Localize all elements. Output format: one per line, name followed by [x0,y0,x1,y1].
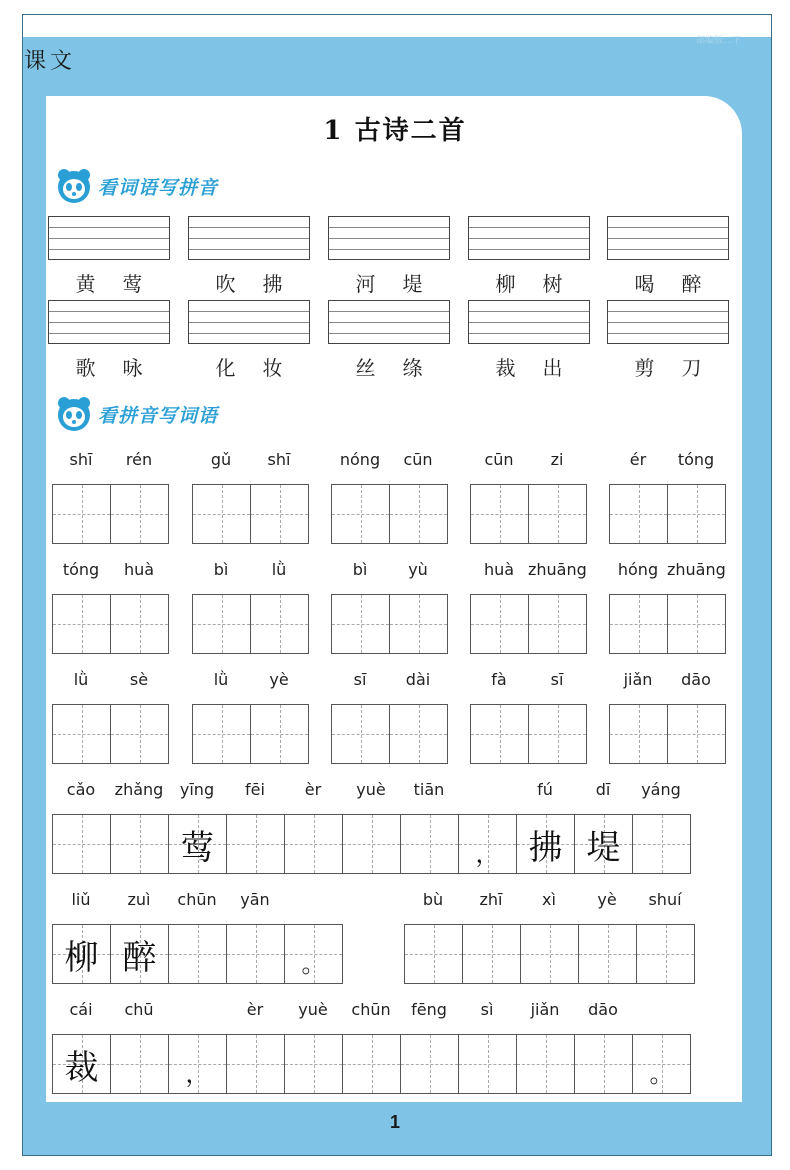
given-character: 柳 [64,937,99,978]
writing-cell[interactable] [53,595,111,653]
pinyin-answer-box[interactable] [328,300,450,344]
writing-cell[interactable] [53,485,111,543]
pinyin-answer-box[interactable] [468,300,590,344]
section-heading-text: 看拼音写词语 [98,404,219,427]
writing-cell[interactable] [471,485,529,543]
writing-cell[interactable] [111,485,169,543]
tian-grid [52,484,169,544]
writing-cell[interactable] [285,925,343,983]
grid-group [470,670,587,764]
pinyin-label: chūn [177,890,217,909]
given-character: 拂 [528,827,563,868]
pinyin-label: jiǎn [530,1000,560,1019]
pinyin-label: èr [304,780,322,799]
writing-cell[interactable] [459,815,517,873]
writing-cell[interactable] [251,485,309,543]
pinyin-label: yuè [298,1000,328,1019]
pinyin-answer-box[interactable] [48,300,170,344]
tian-grid [470,704,587,764]
pinyin-answer-box[interactable] [188,300,310,344]
writing-cell[interactable] [193,705,251,763]
pinyin-label: yè [269,670,289,689]
writing-cell[interactable] [343,1035,401,1093]
writing-cell[interactable] [53,925,111,983]
pinyin-label: ér [629,450,647,469]
word-item [607,216,729,297]
section-label: 课文 [24,49,77,74]
word-char: 妆 [262,356,283,380]
pinyin-answer-box[interactable] [48,216,170,260]
pinyin-label: tóng [677,450,715,469]
section-heading-2 [52,394,218,434]
writing-cell[interactable] [227,1035,285,1093]
pinyin-label: fēi [245,780,265,799]
tian-grid [52,924,343,984]
tian-grid [609,704,726,764]
pinyin-label: yè [597,890,617,909]
tian-grid [52,704,169,764]
pinyin-label: hóng [617,560,659,579]
writing-cell[interactable] [529,595,587,653]
writing-cell[interactable] [53,1035,111,1093]
writing-cell[interactable] [405,925,463,983]
writing-cell[interactable] [193,485,251,543]
pinyin-label: cǎo [66,780,96,799]
word-char: 丝 [355,356,376,380]
grid-group [609,560,726,654]
pinyin-label: zi [550,450,564,469]
tian-grid [470,484,587,544]
pinyin-label: zhuāng [667,560,726,579]
pinyin-label: cái [69,1000,93,1019]
writing-cell[interactable] [579,925,637,983]
writing-cell[interactable] [471,705,529,763]
writing-cell[interactable] [401,815,459,873]
writing-cell[interactable] [111,1035,169,1093]
writing-cell[interactable] [401,1035,459,1093]
word-item [468,216,590,297]
corner-text: 部编版二下 [695,36,741,46]
writing-cell[interactable] [521,925,579,983]
pinyin-label: gǔ [210,450,232,469]
tian-grid [52,814,691,874]
word-item [188,216,310,297]
pinyin-label: fà [491,670,507,689]
writing-cell[interactable] [193,595,251,653]
writing-cell[interactable] [111,815,169,873]
pinyin-label: dài [405,670,431,689]
grid-group [331,670,448,764]
writing-cell[interactable] [610,595,668,653]
pinyin-label: bì [213,560,229,579]
tian-grid [331,484,448,544]
word-char: 黄 [75,272,96,296]
grid-group [609,450,726,544]
pinyin-label: liǔ [71,890,91,909]
writing-cell[interactable] [332,595,390,653]
pinyin-label: cūn [484,450,514,469]
word-char: 绦 [402,356,423,380]
writing-cell[interactable] [575,1035,633,1093]
word-char: 歌 [75,356,96,380]
pinyin-label: sì [480,1000,494,1019]
pinyin-label: èr [246,1000,264,1019]
grid-group [52,670,169,764]
section-heading-text: 看词语写拼音 [98,176,219,199]
pinyin-box-row-2 [48,300,728,380]
writing-cell[interactable] [343,815,401,873]
grid-group [470,450,587,544]
pinyin-label: sè [129,670,149,689]
writing-cell[interactable] [332,485,390,543]
writing-cell[interactable] [53,815,111,873]
pinyin-label: xì [542,890,556,909]
pinyin-label: sī [353,670,367,689]
grid-group [52,780,691,874]
grid-group [52,450,169,544]
writing-cell[interactable] [169,1035,227,1093]
tian-grid [404,924,695,984]
word-char: 剪 [634,356,655,380]
pinyin-label: yù [408,560,428,579]
pinyin-label: yuè [356,780,386,799]
pinyin-label: zhī [479,890,503,909]
writing-cell[interactable] [463,925,521,983]
lesson-title: 1 古诗二首 [323,116,467,146]
writing-cell[interactable] [227,925,285,983]
word-char: 莺 [122,272,143,296]
tian-grid [52,1034,691,1094]
given-character: 莺 [180,827,215,868]
word-item [607,300,729,381]
word-item [468,300,590,381]
tian-grid [192,704,309,764]
writing-cell[interactable] [529,485,587,543]
pinyin-label: zhǎng [114,780,164,799]
pinyin-label: fēng [411,1000,447,1019]
pinyin-label: zhuāng [528,560,587,579]
word-char: 刀 [681,356,702,380]
pinyin-label: huà [483,560,515,579]
pinyin-label: nóng [339,450,381,469]
frame-top-strip [23,15,771,37]
writing-cell[interactable] [251,705,309,763]
punctuation-mark: ， [475,840,500,868]
pinyin-label: dī [595,780,611,799]
pinyin-answer-box[interactable] [468,216,590,260]
word-char: 堤 [402,272,423,296]
pinyin-label: rén [125,450,153,469]
writing-cell[interactable] [332,705,390,763]
word-char: 河 [355,272,376,296]
pinyin-answer-box[interactable] [607,216,729,260]
pinyin-label: lǜ [213,670,229,689]
word-char: 吹 [215,272,236,296]
writing-cell[interactable] [668,595,726,653]
writing-cell[interactable] [285,815,343,873]
grid-group [52,560,169,654]
writing-cell[interactable] [390,485,448,543]
pinyin-label: sī [550,670,564,689]
pinyin-box-row-1 [48,216,728,296]
word-char: 柳 [495,272,516,296]
pinyin-label: dāo [588,1000,618,1019]
given-character: 醉 [122,937,157,978]
writing-cell[interactable] [111,595,169,653]
writing-cell[interactable] [668,485,726,543]
writing-cell[interactable] [637,925,695,983]
grid-group [52,1000,691,1094]
writing-cell[interactable] [575,815,633,873]
writing-cell[interactable] [668,705,726,763]
grid-group [404,890,695,984]
pinyin-label: bì [352,560,368,579]
writing-cell[interactable] [111,925,169,983]
tian-grid [52,594,169,654]
pinyin-label: chūn [351,1000,391,1019]
given-character: 堤 [586,827,621,868]
writing-cell[interactable] [390,705,448,763]
grid-group [331,450,448,544]
tian-grid [192,594,309,654]
word-char: 咏 [122,356,143,380]
writing-cell[interactable] [517,815,575,873]
writing-cell[interactable] [169,925,227,983]
tian-grid [331,594,448,654]
grid-group [192,560,309,654]
word-item [328,300,450,381]
tian-grid [331,704,448,764]
pinyin-answer-box[interactable] [188,216,310,260]
pinyin-label: chū [124,1000,154,1019]
pinyin-label: lǜ [73,670,89,689]
grid-group [609,670,726,764]
pinyin-label: shuí [648,890,682,909]
word-char: 树 [542,272,563,296]
panda-icon [52,167,96,205]
pinyin-label: fú [537,780,553,799]
tian-grid [609,484,726,544]
punctuation-mark: ， [185,1060,210,1088]
grid-group [192,450,309,544]
tian-grid [609,594,726,654]
pinyin-answer-box[interactable] [607,300,729,344]
grid-group [470,560,587,654]
writing-cell[interactable] [459,1035,517,1093]
writing-cell[interactable] [610,485,668,543]
writing-cell[interactable] [610,705,668,763]
writing-cell[interactable] [251,595,309,653]
pinyin-label: shī [69,450,93,469]
panda-icon [52,395,96,433]
pinyin-label: jiǎn [623,670,653,689]
word-char: 拂 [262,272,283,296]
grid-group [331,560,448,654]
pinyin-label: tóng [62,560,100,579]
punctuation-mark: 。 [301,950,326,978]
grid-group [192,670,309,764]
word-char: 喝 [634,272,655,296]
writing-cell[interactable] [227,815,285,873]
writing-cell[interactable] [517,1035,575,1093]
punctuation-mark: 。 [649,1060,674,1088]
pinyin-label: yān [240,890,270,909]
pinyin-label: bù [422,890,444,909]
writing-cell[interactable] [111,705,169,763]
tian-grid [470,594,587,654]
pinyin-label: tiān [413,780,445,799]
pinyin-label: zuì [127,890,151,909]
pinyin-label: shī [267,450,291,469]
pinyin-answer-box[interactable] [328,216,450,260]
word-char: 化 [215,356,236,380]
word-char: 醉 [681,272,702,296]
word-item [48,216,170,297]
word-char: 出 [542,356,563,380]
writing-cell[interactable] [529,705,587,763]
section-heading-1 [52,166,218,206]
writing-cell[interactable] [471,595,529,653]
pinyin-label: dāo [681,670,711,689]
writing-cell[interactable] [390,595,448,653]
word-item [328,216,450,297]
writing-cell[interactable] [53,705,111,763]
pinyin-label: cūn [403,450,433,469]
grid-group [52,890,343,984]
writing-cell[interactable] [285,1035,343,1093]
word-item [188,300,310,381]
pinyin-label: yáng [641,780,681,799]
writing-cell[interactable] [633,1035,691,1093]
word-item [48,300,170,381]
writing-cell[interactable] [169,815,227,873]
page-number: 1 [389,1112,400,1132]
tian-grid [192,484,309,544]
word-char: 裁 [495,356,516,380]
pinyin-label: yīng [179,780,215,799]
pinyin-label: lǜ [271,560,287,579]
given-character: 裁 [64,1047,99,1088]
writing-cell[interactable] [633,815,691,873]
pinyin-label: huà [123,560,155,579]
